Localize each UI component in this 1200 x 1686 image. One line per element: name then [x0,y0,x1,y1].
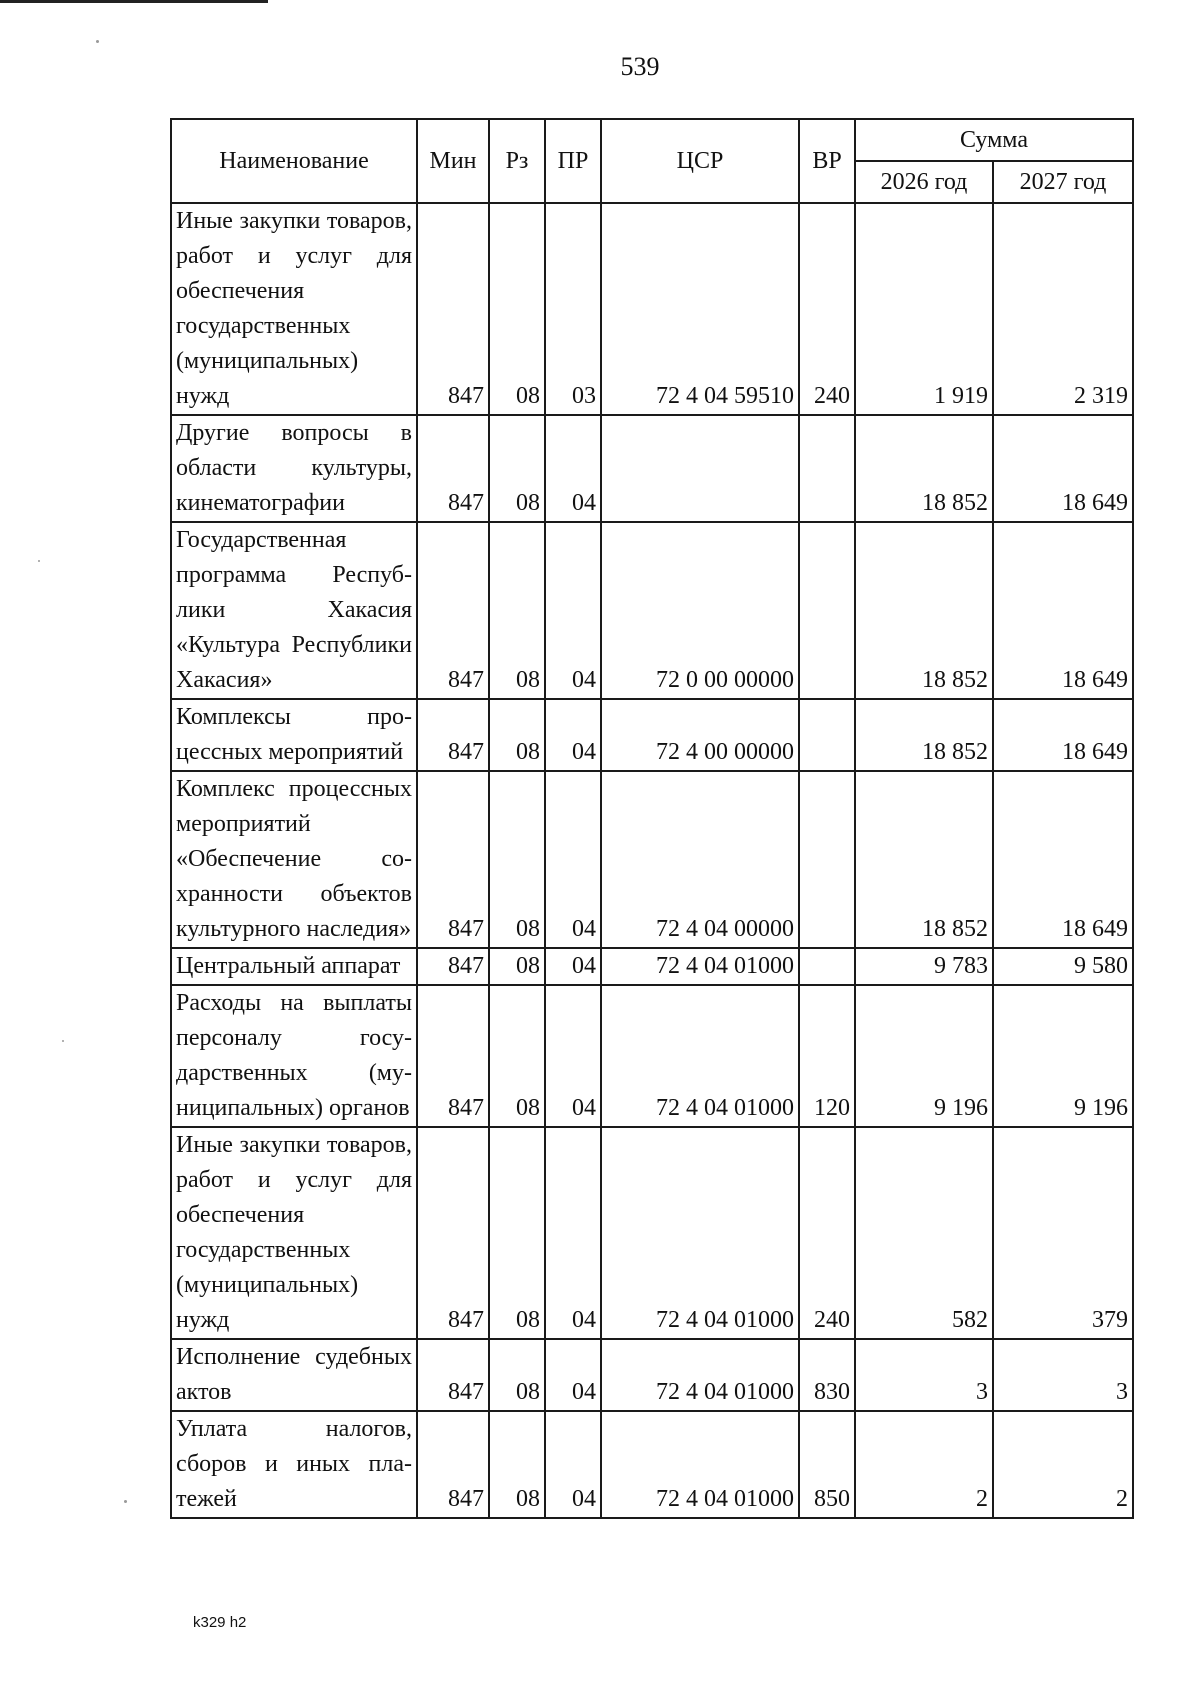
cell-rz: 08 [489,771,545,948]
cell-pr: 04 [545,415,601,522]
cell-csr: 72 4 04 01000 [601,1339,799,1411]
cell-pr: 03 [545,203,601,415]
table-row [171,415,1133,522]
cell-min: 847 [417,771,489,948]
cell-sum-2026: 18 852 [855,522,993,699]
cell-rz: 08 [489,1127,545,1339]
cell-rz: 08 [489,948,545,985]
header-pr: ПР [545,119,601,203]
cell-sum-2026: 18 852 [855,771,993,948]
cell-pr: 04 [545,522,601,699]
budget-table [170,118,1134,1519]
cell-sum-2026: 18 852 [855,699,993,771]
cell-name: Комплексы процессных мероприятий [171,699,417,771]
cell-csr: 72 4 04 59510 [601,203,799,415]
cell-csr: 72 4 04 01000 [601,985,799,1127]
cell-min: 847 [417,1339,489,1411]
footer-code: k329 h2 [193,1614,247,1631]
cell-rz: 08 [489,1411,545,1518]
table-row [171,771,1133,948]
cell-min: 847 [417,699,489,771]
header-year-2026: 2026 год [855,161,993,203]
cell-pr: 04 [545,1411,601,1518]
page-number: 539 [620,52,660,81]
table-header [171,119,1133,203]
cell-name: Исполнение судебных актов [171,1339,417,1411]
cell-sum-2027: 9 580 [993,948,1133,985]
scan-noise [38,560,40,562]
header-vr: ВР [799,119,855,203]
cell-csr: 72 4 00 00000 [601,699,799,771]
cell-pr: 04 [545,1339,601,1411]
table-row [171,1411,1133,1518]
table-row [171,985,1133,1127]
header-csr: ЦСР [601,119,799,203]
table-row [171,1127,1133,1339]
cell-sum-2027: 9 196 [993,985,1133,1127]
cell-sum-2026: 9 783 [855,948,993,985]
cell-rz: 08 [489,985,545,1127]
table-row [171,948,1133,985]
cell-sum-2027: 2 319 [993,203,1133,415]
cell-csr: 72 4 04 01000 [601,948,799,985]
header-name: Наименование [171,119,417,203]
cell-rz: 08 [489,415,545,522]
scan-top-rule [0,0,268,3]
cell-pr: 04 [545,1127,601,1339]
cell-pr: 04 [545,771,601,948]
cell-sum-2027: 3 [993,1339,1133,1411]
cell-csr: 72 0 00 00000 [601,522,799,699]
cell-sum-2027: 18 649 [993,771,1133,948]
table-row [171,203,1133,415]
cell-name: Иные закупки товаров, работ и услуг для обеспечения государственных (муниципальных) нужд [171,203,417,415]
cell-name: Комплекс процессных мероприятий «Обеспечение сохранности объектов культурного наследия» [171,771,417,948]
cell-sum-2027: 379 [993,1127,1133,1339]
cell-name: Центральный аппарат [171,948,417,985]
cell-name: Уплата налогов, сборов и иных платежей [171,1411,417,1518]
cell-csr: 72 4 04 01000 [601,1411,799,1518]
cell-csr: 72 4 04 00000 [601,771,799,948]
cell-name: Иные закупки товаров, работ и услуг для обеспечения государственных (муниципальных) нужд [171,1127,417,1339]
cell-min: 847 [417,522,489,699]
cell-sum-2026: 1 919 [855,203,993,415]
cell-pr: 04 [545,985,601,1127]
header-sum: Сумма [855,119,1133,161]
cell-pr: 04 [545,699,601,771]
cell-vr: 830 [799,1339,855,1411]
cell-sum-2027: 18 649 [993,522,1133,699]
table-row [171,522,1133,699]
cell-rz: 08 [489,699,545,771]
cell-min: 847 [417,948,489,985]
header-min: Мин [417,119,489,203]
cell-sum-2026: 3 [855,1339,993,1411]
cell-sum-2026: 9 196 [855,985,993,1127]
header-rz: Рз [489,119,545,203]
cell-csr: 72 4 04 01000 [601,1127,799,1339]
cell-rz: 08 [489,522,545,699]
cell-vr: 120 [799,985,855,1127]
scan-noise [96,40,99,43]
cell-name: Расходы на выплаты персоналу государственных (муниципальных) органов [171,985,417,1127]
header-year-2027: 2027 год [993,161,1133,203]
scan-noise [62,1040,64,1042]
cell-name: Государственная программа Республики Хакасия «Культура Республики Хакасия» [171,522,417,699]
cell-vr [799,415,855,522]
cell-sum-2027: 18 649 [993,699,1133,771]
cell-sum-2026: 582 [855,1127,993,1339]
cell-rz: 08 [489,1339,545,1411]
cell-rz: 08 [489,203,545,415]
cell-vr: 240 [799,203,855,415]
cell-name: Другие вопросы в области культуры, кинематографии [171,415,417,522]
cell-vr: 240 [799,1127,855,1339]
cell-min: 847 [417,1411,489,1518]
cell-vr [799,948,855,985]
cell-min: 847 [417,203,489,415]
cell-vr [799,771,855,948]
cell-sum-2027: 2 [993,1411,1133,1518]
cell-min: 847 [417,415,489,522]
cell-pr: 04 [545,948,601,985]
cell-min: 847 [417,985,489,1127]
cell-sum-2026: 2 [855,1411,993,1518]
cell-min: 847 [417,1127,489,1339]
cell-vr [799,699,855,771]
cell-vr [799,522,855,699]
table-row [171,699,1133,771]
table-body [171,203,1133,1518]
table-row [171,1339,1133,1411]
cell-sum-2027: 18 649 [993,415,1133,522]
cell-vr: 850 [799,1411,855,1518]
cell-csr [601,415,799,522]
scan-noise [124,1500,127,1503]
cell-sum-2026: 18 852 [855,415,993,522]
